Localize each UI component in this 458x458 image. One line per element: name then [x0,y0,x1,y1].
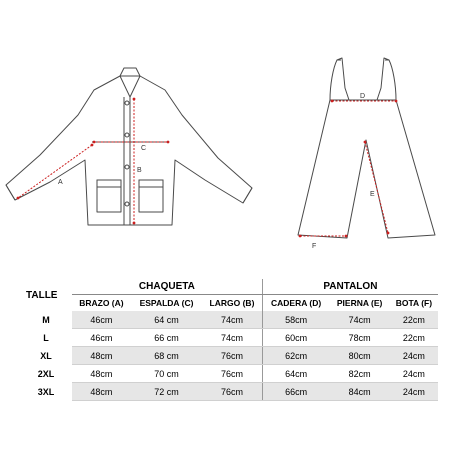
pants-bib-right [377,58,396,100]
group-header-row [20,279,438,295]
pants-outline [298,100,435,238]
col-espalda: ESPALDA (C) [139,298,194,308]
jacket-left-flap [97,180,121,187]
table-cell: 24cm [390,347,438,365]
col-bota: BOTA (F) [395,298,433,308]
size-label: M [42,314,50,325]
label-a: A [58,179,63,186]
jacket-button [125,165,129,169]
table-cell: 68 cm [131,347,202,365]
jacket-button [125,202,129,206]
jacket-collar [120,68,140,97]
table-row [20,365,438,383]
table-cell: 62cm [262,347,329,365]
table-cell: 48cm [72,383,131,401]
table-cell: 48cm [72,347,131,365]
table-cell: 76cm [202,365,262,383]
table-cell: 46cm [72,329,131,347]
table-cell: 80cm [329,347,389,365]
table-cell: 66 cm [131,329,202,347]
measure-a-line [18,145,92,198]
table-cell: 74cm [329,311,389,329]
table-cell: 58cm [262,311,329,329]
measurement-labels [58,93,375,250]
table-cell: 82cm [329,365,389,383]
column-header-row [20,295,438,312]
label-b: B [137,167,142,174]
jacket-drawing [6,68,252,225]
table-cell: 74cm [202,329,262,347]
jacket-button [125,101,129,105]
size-label: 2XL [37,368,55,379]
table-cell: 74cm [202,311,262,329]
table-cell: 48cm [72,365,131,383]
size-label: L [43,332,49,343]
group-pantalon: PANTALON [262,279,438,295]
jacket-left-pocket [97,180,121,212]
measure-e-line [365,142,388,233]
jacket-button [125,133,129,137]
col-largo: LARGO (B) [202,295,262,312]
table-cell: 66cm [262,383,329,401]
table-cell: 76cm [202,383,262,401]
size-label: XL [40,350,52,361]
table-cell: 70 cm [131,365,202,383]
pants-bib-left [330,58,349,100]
label-d: D [360,93,366,100]
label-e: E [370,191,375,198]
col-cadera: CADERA (D) [271,298,322,308]
label-f: F [312,243,317,250]
table-cell: 84cm [329,383,389,401]
table-row [20,311,438,329]
table-cell: 22cm [390,311,438,329]
talle-header: TALLE [26,289,58,301]
table-row [20,383,438,401]
table-cell: 76cm [202,347,262,365]
jacket-right-pocket [139,180,163,212]
table-cell: 46cm [72,311,131,329]
table-cell: 24cm [390,365,438,383]
table-cell: 60cm [262,329,329,347]
col-brazo: BRAZO (A) [79,298,124,308]
table-cell: 24cm [390,383,438,401]
group-chaqueta: CHAQUETA [72,279,262,295]
jacket-right-flap [139,180,163,187]
table-cell: 22cm [390,329,438,347]
label-c: C [141,145,147,152]
size-label: 3XL [37,386,55,397]
col-pierna: PIERNA (E) [336,298,383,308]
table-cell: 64cm [262,365,329,383]
table-cell: 78cm [329,329,389,347]
jacket-cuffs [6,185,252,203]
table-cell: 72 cm [131,383,202,401]
table-row [20,347,438,365]
table-row [20,329,438,347]
pants-drawing [298,58,435,238]
table-cell: 64 cm [131,311,202,329]
size-chart-table [20,279,438,401]
